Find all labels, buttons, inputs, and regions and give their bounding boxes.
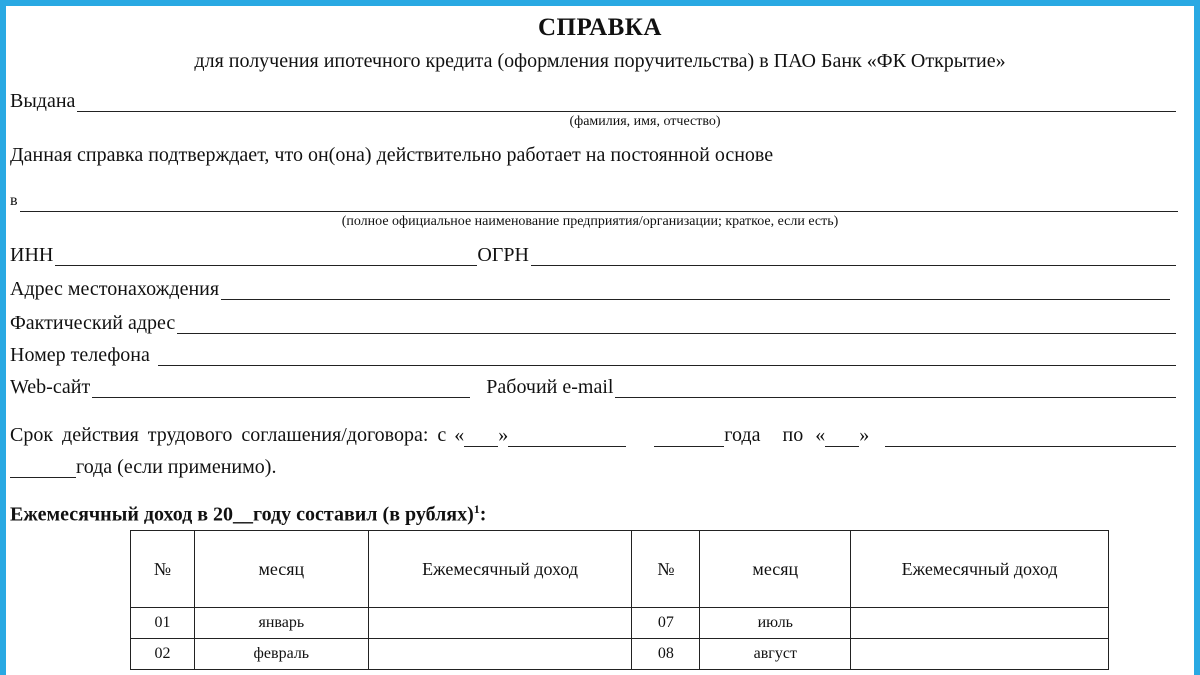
phone-label: Номер телефона — [10, 344, 150, 366]
term-end-day-field[interactable] — [825, 426, 859, 447]
term-open-quote-1: « — [454, 424, 465, 446]
issued-label: Выдана — [10, 90, 76, 112]
col-month-header: месяц — [194, 531, 368, 608]
organization-row — [10, 190, 1178, 212]
ogrn-label: ОГРН — [477, 244, 529, 266]
inn-ogrn-row — [10, 244, 1176, 266]
table-row — [131, 639, 1109, 670]
web-email-row — [10, 376, 1176, 398]
income-heading-text: Ежемесячный доход в 20__году составил (в рублях) — [10, 503, 474, 526]
email-field[interactable] — [615, 377, 1176, 398]
col-income-header-2: Ежемесячный доход — [851, 531, 1109, 608]
term-open-quote-2: « — [815, 424, 826, 446]
month-number: 01 — [131, 608, 195, 639]
month-name: январь — [194, 608, 368, 639]
income-heading — [10, 502, 486, 527]
address-label: Адрес местонахождения — [10, 278, 220, 300]
confirm-text: Данная справка подтверждает, что он(она) действительно работает на постоянной основе — [10, 144, 774, 166]
term-end-year-field[interactable] — [10, 457, 76, 478]
col-number-header: № — [131, 531, 195, 608]
issued-row — [10, 90, 1176, 112]
term-close-quote-2: » — [859, 424, 870, 446]
address-field[interactable] — [221, 279, 1170, 300]
income-cell[interactable] — [368, 608, 632, 639]
phone-field[interactable] — [158, 345, 1176, 366]
income-footnote-mark: 1 — [473, 502, 480, 516]
income-cell[interactable] — [851, 639, 1109, 670]
term-end-month-field[interactable] — [885, 426, 1176, 447]
term-close-quote-1: » — [498, 424, 509, 446]
term-year-word: года — [724, 424, 761, 446]
term-lead: Срок действия трудового соглашения/договора: с — [10, 424, 447, 446]
income-heading-colon: : — [479, 503, 487, 526]
document-page — [6, 6, 1194, 675]
col-number-header-2: № — [632, 531, 700, 608]
actual-address-label: Фактический адрес — [10, 312, 176, 334]
contract-term-row — [10, 424, 1176, 447]
ogrn-field[interactable] — [531, 245, 1176, 266]
table-row — [131, 608, 1109, 639]
document-title: СПРАВКА — [538, 14, 662, 41]
email-label: Рабочий e-mail — [486, 376, 614, 398]
monthly-income-table — [130, 530, 1109, 670]
actual-address-field[interactable] — [177, 313, 1176, 334]
phone-row — [10, 344, 1176, 366]
month-number: 02 — [131, 639, 195, 670]
month-name: июль — [700, 608, 851, 639]
term-start-year-field[interactable] — [654, 426, 724, 447]
in-label: в — [10, 192, 18, 209]
document-subtitle: для получения ипотечного кредита (оформления поручительства) в ПАО Банк «ФК Открытие» — [194, 50, 1006, 72]
inn-label: ИНН — [10, 244, 54, 266]
month-name: август — [700, 639, 851, 670]
issued-hint: (фамилия, имя, отчество) — [569, 114, 721, 129]
col-income-header: Ежемесячный доход — [368, 531, 632, 608]
address-row — [10, 278, 1170, 300]
term-start-month-field[interactable] — [508, 426, 626, 447]
month-number: 08 — [632, 639, 700, 670]
month-number: 07 — [632, 608, 700, 639]
actual-address-row — [10, 312, 1176, 334]
month-name: февраль — [194, 639, 368, 670]
term-start-day-field[interactable] — [464, 426, 498, 447]
organization-field[interactable] — [20, 191, 1178, 212]
income-cell[interactable] — [368, 639, 632, 670]
website-field[interactable] — [92, 377, 470, 398]
inn-field[interactable] — [55, 245, 477, 266]
website-label: Web-сайт — [10, 376, 91, 398]
organization-hint: (полное официальное наименование предприятия/организации; краткое, если есть) — [341, 214, 839, 229]
issued-name-field[interactable] — [77, 91, 1176, 112]
term-to-word: по — [782, 424, 804, 446]
contract-term-row-2 — [10, 456, 276, 478]
term-line2: года (если применимо). — [76, 456, 277, 478]
income-cell[interactable] — [851, 608, 1109, 639]
table-header-row — [131, 531, 1109, 608]
col-month-header-2: месяц — [700, 531, 851, 608]
